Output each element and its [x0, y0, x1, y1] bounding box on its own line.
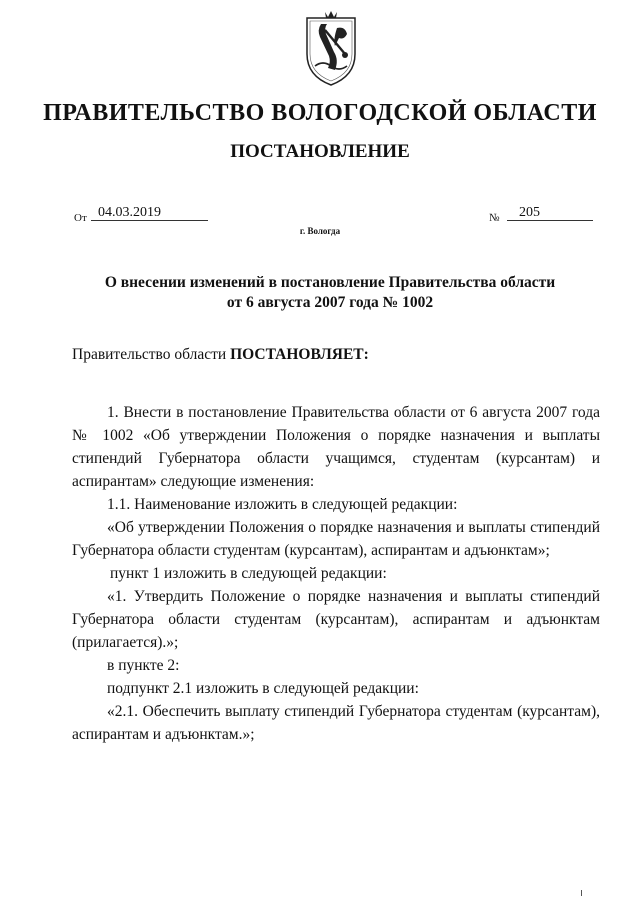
city-label: г. Вологда — [299, 226, 341, 236]
lead-bold: ПОСТАНОВЛЯЕТ: — [230, 346, 369, 363]
number-field: 205 — [507, 206, 593, 221]
document-body — [72, 343, 600, 746]
subject-line-1: О внесении изменений в постановление Правительства области — [104, 274, 556, 291]
document-type: ПОСТАНОВЛЕНИЕ — [230, 141, 410, 162]
lead-plain: Правительство области — [72, 346, 231, 363]
date-label: От — [74, 212, 87, 224]
paragraph-2: 1.1. Наименование изложить в следующей редакции: — [107, 496, 458, 513]
paragraph-7: подпункт 2.1 изложить в следующей редакции: — [107, 680, 419, 697]
document-subject — [90, 273, 570, 313]
date-field: 04.03.2019 — [91, 206, 208, 221]
number-label: № — [489, 212, 500, 224]
organization-title: ПРАВИТЕЛЬСТВО ВОЛОГОДСКОЙ ОБЛАСТИ — [43, 100, 597, 126]
paragraph-6: в пункте 2: — [107, 657, 180, 674]
page-edge-mark — [581, 890, 582, 896]
paragraph-4: пункт 1 изложить в следующей редакции: — [110, 565, 387, 582]
lead-paragraph — [72, 343, 600, 366]
paragraph-8: «2.1. Обеспечить выплату стипендий Губернатора студентам (курсантам), аспирантам и адъюнктам.»; — [72, 703, 600, 743]
subject-line-2: от 6 августа 2007 года № 1002 — [226, 294, 434, 311]
paragraph-1: 1. Внести в постановление Правительства области от 6 августа 2007 года № 1002 «Об утверждении Положения о порядке назначения и выплаты стипендий Губернатора области учащимся, студентам (курсантам) и аспирантам» следующие изменения: — [72, 404, 600, 490]
coat-of-arms-icon — [301, 10, 361, 88]
paragraph-3: «Об утверждении Положения о порядке назначения и выплаты стипендий Губернатора области студентам (курсантам), аспирантам и адъюнктам»; — [72, 519, 600, 559]
paragraph-5: «1. Утвердить Положение о порядке назначения и выплаты стипендий Губернатора области студентам (курсантам), аспирантам и адъюнктам (прилагается).»; — [72, 588, 600, 651]
